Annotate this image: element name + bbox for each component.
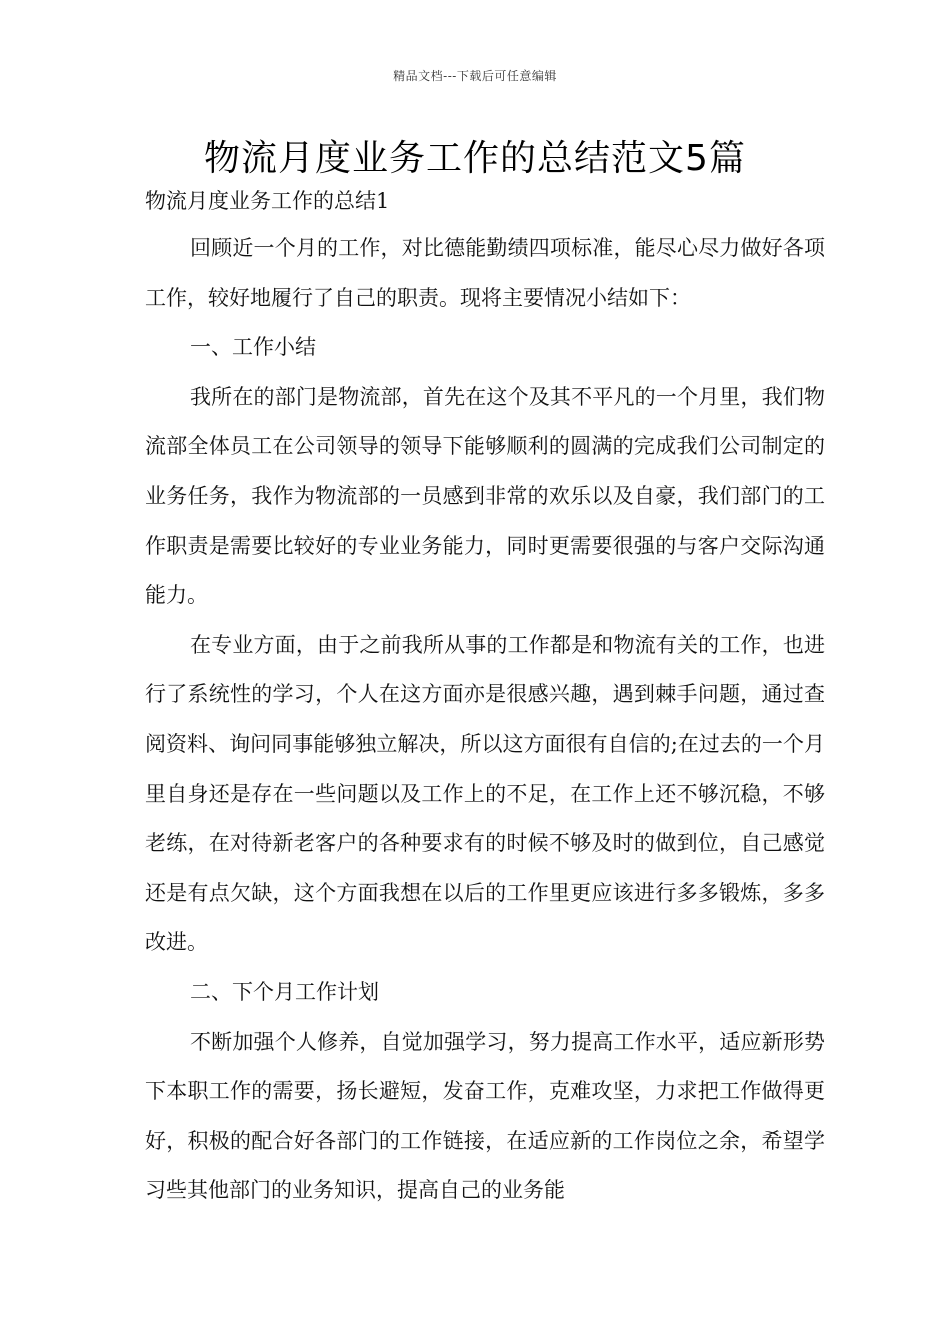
paragraph-department: 我所在的部门是物流部，首先在这个及其不平凡的一个月里，我们物流部全体员工在公司领导的领导下能够顺利的圆满的完成我们公司制定的业务任务，我作为物流部的一员感到非常的欢乐以及自豪，我们部门的工作职责是需要比较好的专业业务能力，同时更需要很强的与客户交际沟通能力。 (145, 384, 825, 608)
document-body (145, 178, 825, 1216)
paragraph-intro: 回顾近一个月的工作，对比德能勤绩四项标准，能尽心尽力做好各项工作，较好地履行了自己的职责。现将主要情况小结如下： (145, 236, 825, 310)
section-subtitle: 物流月度业务工作的总结1 (145, 189, 390, 213)
header-note: 精品文档---下载后可任意编辑 (393, 69, 557, 83)
paragraph-plan: 不断加强个人修养，自觉加强学习，努力提高工作水平，适应新形势下本职工作的需要，扬长避短，发奋工作，克难攻坚，力求把工作做得更好，积极的配合好各部门的工作链接，在适应新的工作岗位之余，希望学习些其他部门的业务知识，提高自己的业务能 (145, 1029, 825, 1203)
heading-work-summary: 一、工作小结 (190, 335, 316, 360)
document-title: 物流月度业务工作的总结范文5篇 (204, 138, 746, 179)
heading-next-month-plan: 二、下个月工作计划 (190, 979, 379, 1004)
paragraph-professional: 在专业方面，由于之前我所从事的工作都是和物流有关的工作，也进行了系统性的学习，个人在这方面亦是很感兴趣，遇到棘手问题，通过查阅资料、询问同事能够独立解决，所以这方面很有自信的;在过去的一个月里自身还是存在一些问题以及工作上的不足，在工作上还不够沉稳，不够老练，在对待新老客户的各种要求有的时候不够及时的做到位，自己感觉还是有点欠缺，这个方面我想在以后的工作里更应该进行多多锻炼，多多改进。 (145, 632, 825, 955)
